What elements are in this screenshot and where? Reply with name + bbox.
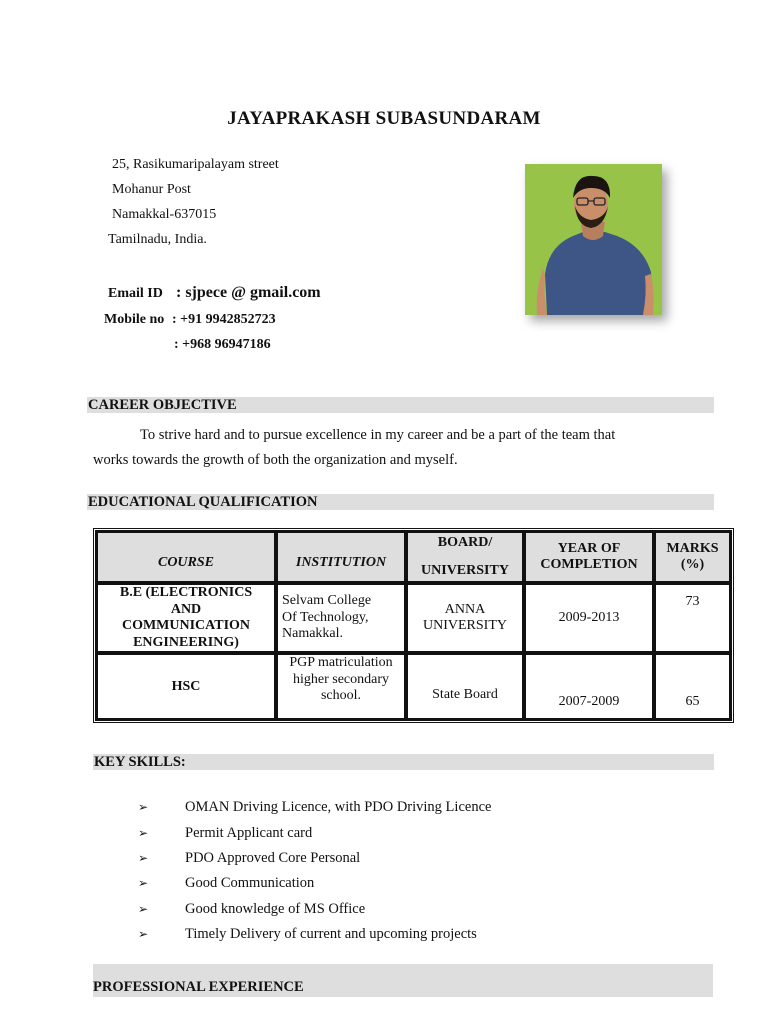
header-course: COURSE xyxy=(96,531,276,583)
header-year: YEAR OF COMPLETION xyxy=(524,531,654,583)
arrow-bullet-icon: ➢ xyxy=(138,927,149,942)
marks-cell: 73 xyxy=(654,583,731,653)
address-line-4: Tamilnadu, India. xyxy=(108,232,207,247)
skill-text: OMAN Driving Licence, with PDO Driving Licence xyxy=(185,799,492,816)
profile-photo xyxy=(525,164,662,315)
table-header-row xyxy=(96,531,731,583)
experience-heading: PROFESSIONAL EXPERIENCE xyxy=(93,979,304,995)
list-item xyxy=(138,897,491,922)
experience-heading-bar xyxy=(93,964,713,997)
arrow-bullet-icon: ➢ xyxy=(138,876,149,891)
objective-line-1: To strive hard and to pursue excellence in my career and be a part of the team that xyxy=(140,427,616,443)
arrow-bullet-icon: ➢ xyxy=(138,825,149,840)
list-item xyxy=(138,846,491,871)
list-item xyxy=(138,820,491,845)
header-marks: MARKS (%) xyxy=(654,531,731,583)
year-cell: 2007-2009 xyxy=(524,653,654,720)
list-item xyxy=(138,871,491,896)
education-table xyxy=(93,528,734,723)
list-item xyxy=(138,922,491,947)
course-cell: HSC xyxy=(96,653,276,720)
institution-cell: Selvam College Of Technology, Namakkal. xyxy=(276,583,406,653)
arrow-bullet-icon: ➢ xyxy=(138,850,149,865)
table-row xyxy=(96,583,731,653)
address-line-2: Mohanur Post xyxy=(112,182,191,197)
skill-text: Good knowledge of MS Office xyxy=(185,900,366,917)
career-objective-heading: CAREER OBJECTIVE xyxy=(87,397,714,413)
header-institution: INSTITUTION xyxy=(276,531,406,583)
board-cell: ANNA UNIVERSITY xyxy=(406,583,524,653)
skills-list xyxy=(138,795,491,947)
arrow-bullet-icon: ➢ xyxy=(138,800,149,815)
mobile-label: Mobile no xyxy=(104,312,165,327)
mobile-value-2: : +968 96947186 xyxy=(174,337,271,352)
mobile-value-1: : +91 9942852723 xyxy=(172,312,276,327)
institution-cell: PGP matriculation higher secondary school. xyxy=(276,653,406,720)
course-cell: B.E (ELECTRONICS AND COMMUNICATION ENGINEERING) xyxy=(96,583,276,653)
arrow-bullet-icon: ➢ xyxy=(138,901,149,916)
skill-text: Good Communication xyxy=(185,875,315,892)
skill-text: Timely Delivery of current and upcoming projects xyxy=(185,926,477,943)
email-value: : sjpece @ gmail.com xyxy=(176,284,321,301)
education-heading: EDUCATIONAL QUALIFICATION xyxy=(87,494,714,510)
skill-text: Permit Applicant card xyxy=(185,824,313,841)
skill-text: PDO Approved Core Personal xyxy=(185,849,361,866)
marks-cell: 65 xyxy=(654,653,731,720)
list-item xyxy=(138,795,491,820)
board-cell: State Board xyxy=(406,653,524,720)
resume-name: JAYAPRAKASH SUBASUNDARAM xyxy=(227,108,541,129)
address-line-1: 25, Rasikumaripalayam street xyxy=(112,157,279,172)
year-cell: 2009-2013 xyxy=(524,583,654,653)
header-board: BOARD/ UNIVERSITY xyxy=(406,531,524,583)
table-row xyxy=(96,653,731,720)
address-line-3: Namakkal-637015 xyxy=(112,207,217,222)
key-skills-heading: KEY SKILLS: xyxy=(93,754,714,770)
email-label: Email ID xyxy=(108,286,163,301)
objective-line-2: works towards the growth of both the organization and myself. xyxy=(93,452,458,468)
